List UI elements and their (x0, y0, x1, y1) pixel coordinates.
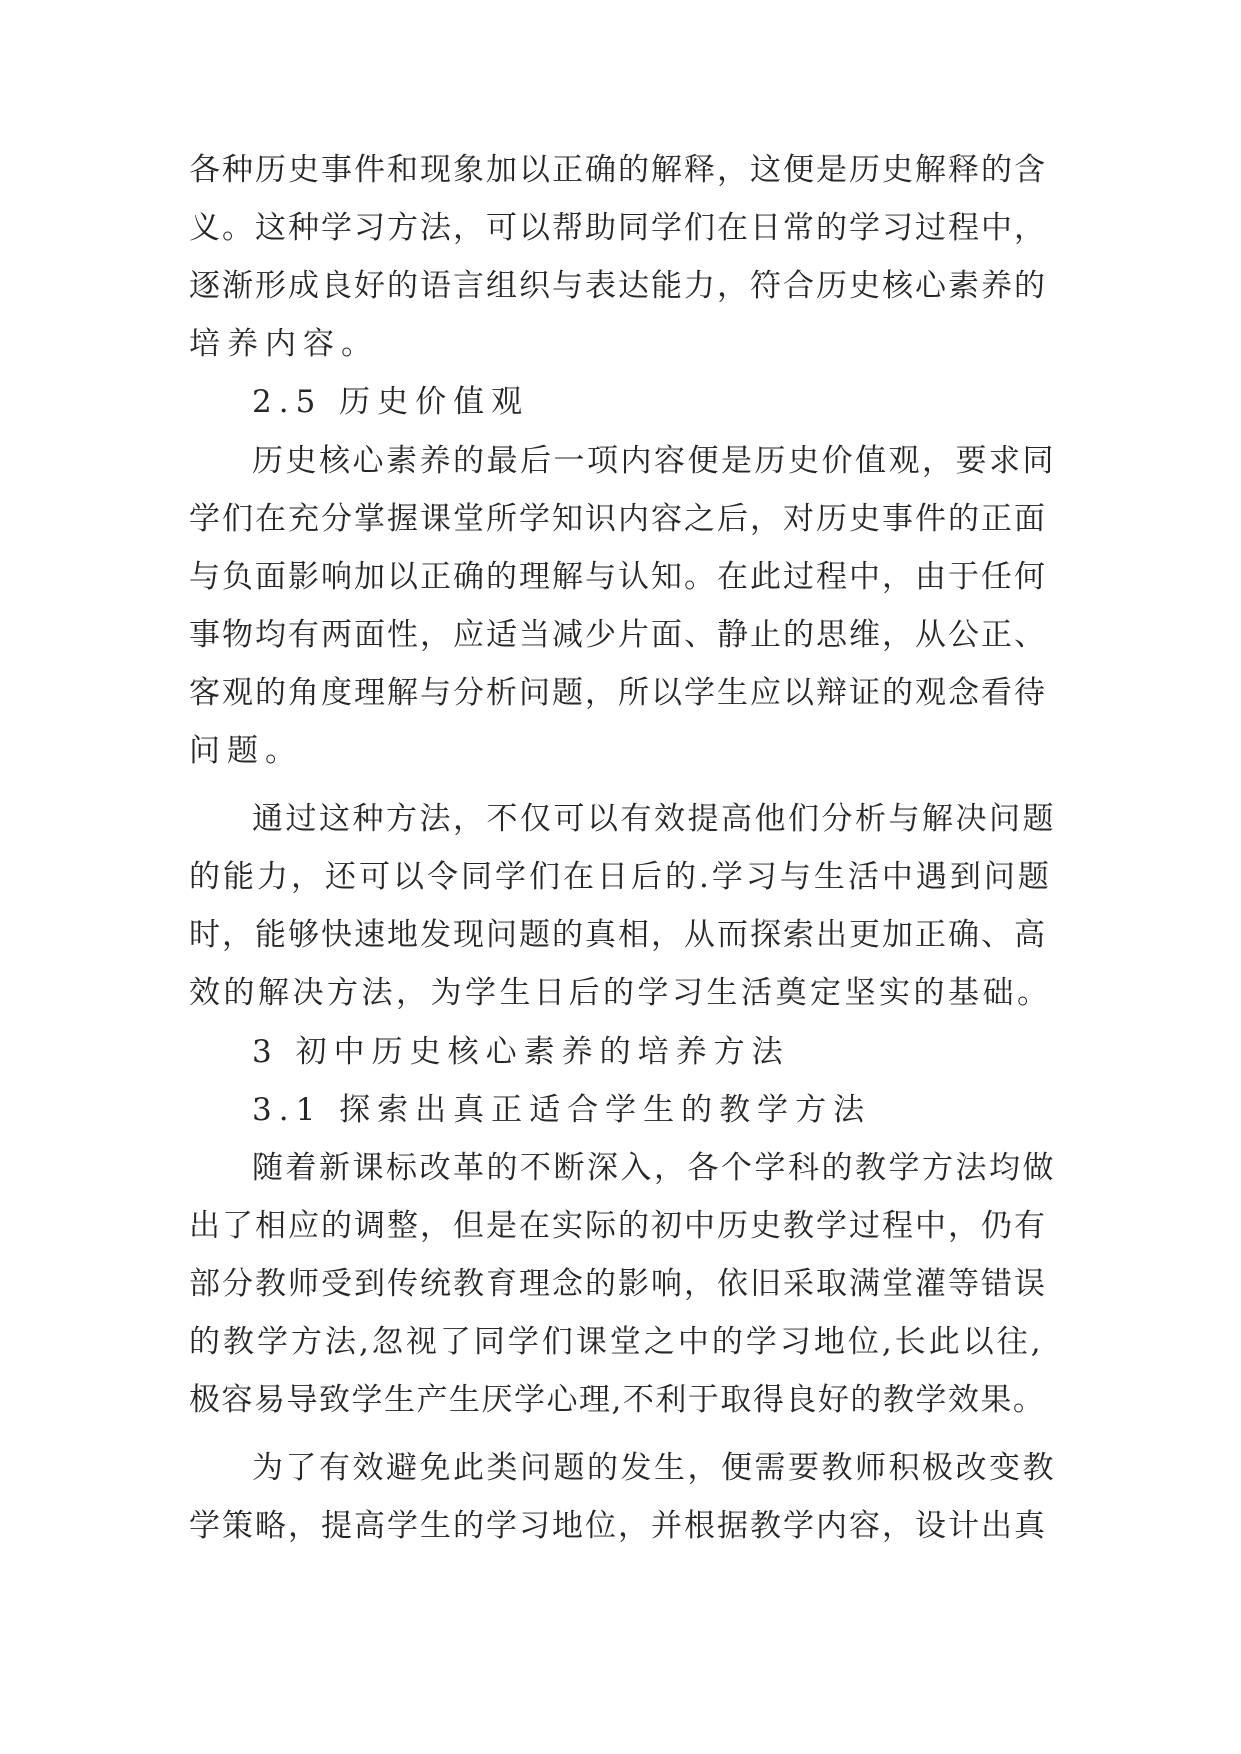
text-line: 通过这种方法，不仅可以有效提高他们分析与解决问题 (252, 801, 1056, 837)
section-heading: 3.1 探索出真正适合学生的教学方法 (252, 1092, 872, 1128)
text-line: 历史核心素养的最后一项内容便是历史价值观，要求同 (252, 443, 1056, 479)
section-heading: 2.5 历史价值观 (252, 384, 530, 420)
text-line: 客观的角度理解与分析问题，所以学生应以辩证的观念看待 (189, 675, 1047, 711)
text-line: 学策略，提高学生的学习地位，并根据教学内容，设计出真 (189, 1508, 1047, 1544)
text-line: 学们在充分掌握课堂所学知识内容之后，对历史事件的正面 (189, 501, 1047, 537)
text-line: 部分教师受到传统教育理念的影响，依旧采取满堂灌等错误 (189, 1266, 1047, 1302)
text-line: 为了有效避免此类问题的发生，便需要教师积极改变教 (252, 1450, 1056, 1486)
text-line: 的能力，还可以令同学们在日后的.学习与生活中遇到问题 (189, 859, 1052, 895)
text-line: 随着新课标改革的不断深入，各个学科的教学方法均做 (252, 1150, 1056, 1186)
text-line: 的教学方法,忽视了同学们课堂之中的学习地位,长此以往, (189, 1324, 1044, 1360)
text-line: 极容易导致学生产生厌学心理,不利于取得良好的教学效果。 (189, 1382, 1046, 1418)
text-line: 培养内容。 (189, 326, 379, 362)
text-line: 逐渐形成良好的语言组织与表达能力，符合历史核心素养的 (189, 268, 1047, 304)
text-line: 与负面影响加以正确的理解与认知。在此过程中，由于任何 (189, 559, 1047, 595)
text-line: 事物均有两面性，应适当减少片面、静止的思维，从公正、 (189, 617, 1047, 653)
text-line: 出了相应的调整，但是在实际的初中历史教学过程中，仍有 (189, 1208, 1047, 1244)
text-line: 问题。 (189, 733, 303, 769)
text-line: 效的解决方法，为学生日后的学习生活奠定坚实的基础。 (189, 975, 1052, 1011)
text-line: 时，能够快速地发现问题的真相，从而探索出更加正确、高 (189, 917, 1047, 953)
text-line: 义。这种学习方法，可以帮助同学们在日常的学习过程中， (189, 210, 1047, 246)
text-line: 各种历史事件和现象加以正确的解释，这便是历史解释的含 (189, 152, 1047, 188)
section-heading: 3 初中历史核心素养的培养方法 (252, 1034, 790, 1070)
